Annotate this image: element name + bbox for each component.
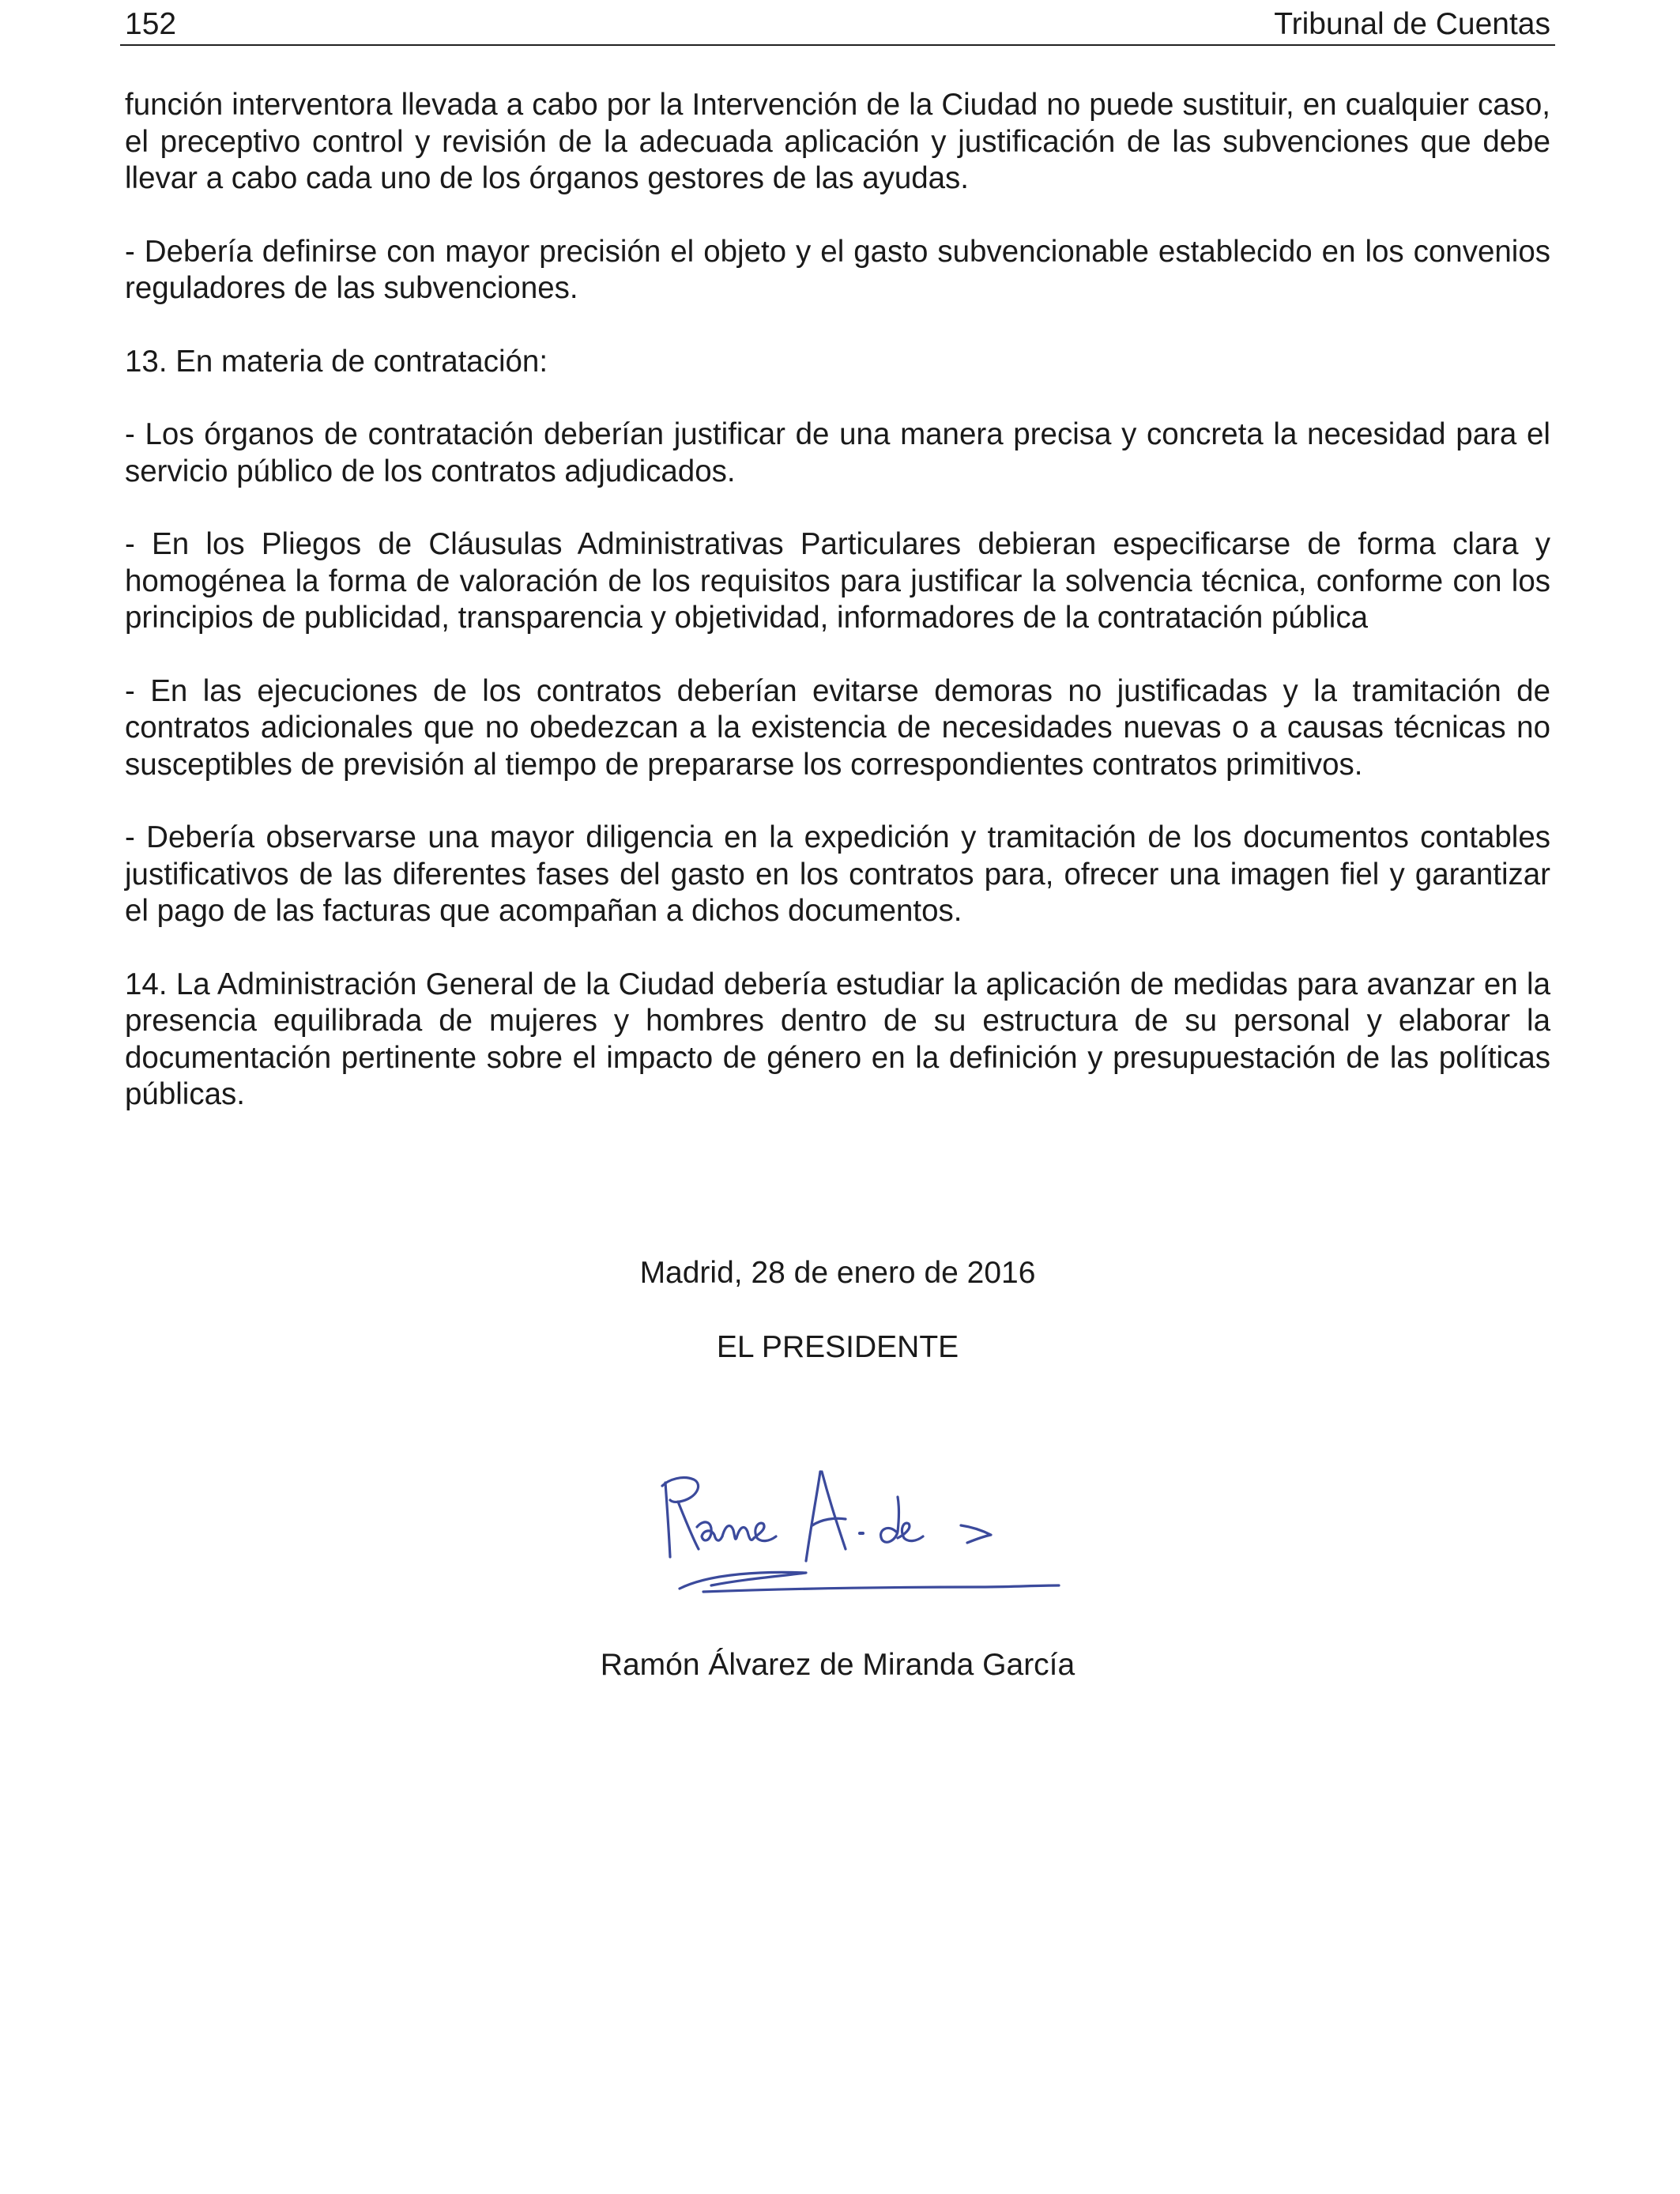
paragraph: 14. La Administración General de la Ciudad debería estudiar la aplicación de medidas para avanzar en la presencia equilibrada de mujeres y hombres dentro de su estructura de su personal y elaborar la documentación pertinente sobre el impacto de género en la definición y presupuestación de las políticas públicas. (125, 967, 1550, 1111)
paragraph: - En los Pliegos de Cláusulas Administrativas Particulares debieran especificarse de forma clara y homogénea la forma de valoración de los requisitos para justificar la solvencia técnica, conforme con los principios de publicidad, transparencia y objetividad, informadores de la contratación pública (125, 527, 1550, 635)
paragraph: función interventora llevada a cabo por la Intervención de la Ciudad no puede sustituir, en cualquier caso, el preceptivo control y revisión de la adecuada aplicación y justificación de las subvenciones que debe llevar a cabo cada uno de los órganos gestores de las ayudas. (125, 88, 1550, 195)
paragraph: - Los órganos de contratación deberían justificar de una manera precisa y concreta la necesidad para el servicio público de los contratos adjudicados. (125, 417, 1550, 488)
paragraph: - Debería definirse con mayor precisión el objeto y el gasto subvencionable establecido en los convenios reguladores de las subvenciones. (125, 234, 1550, 305)
place-date: Madrid, 28 de enero de 2016 (639, 1256, 1036, 1290)
section-heading: 13. En materia de contratación: (125, 344, 548, 379)
paragraph: - Debería observarse una mayor diligencia en la expedición y tramitación de los documentos contables justificativos de las diferentes fases del gasto en los contratos para, ofrecer una imagen fiel y garantizar el pago de las facturas que acompañan a dichos documentos. (125, 820, 1550, 928)
running-title: Tribunal de Cuentas (1274, 7, 1550, 41)
signature-strokes (662, 1472, 1059, 1592)
paragraph: - En las ejecuciones de los contratos deberían evitarse demoras no justificadas y la tramitación de contratos adicionales que no obedezcan a la existencia de necesidades nuevas o a causas técnicas no susceptibles de previsión al tiempo de prepararse los correspondientes contratos primitivos. (125, 673, 1550, 782)
document-body (125, 87, 1550, 1150)
signer-name: Ramón Álvarez de Miranda García (600, 1648, 1075, 1682)
handwritten-signature (648, 1431, 1075, 1604)
signer-role: EL PRESIDENTE (716, 1330, 959, 1364)
page-header (120, 5, 1555, 46)
page-number: 152 (125, 7, 177, 41)
